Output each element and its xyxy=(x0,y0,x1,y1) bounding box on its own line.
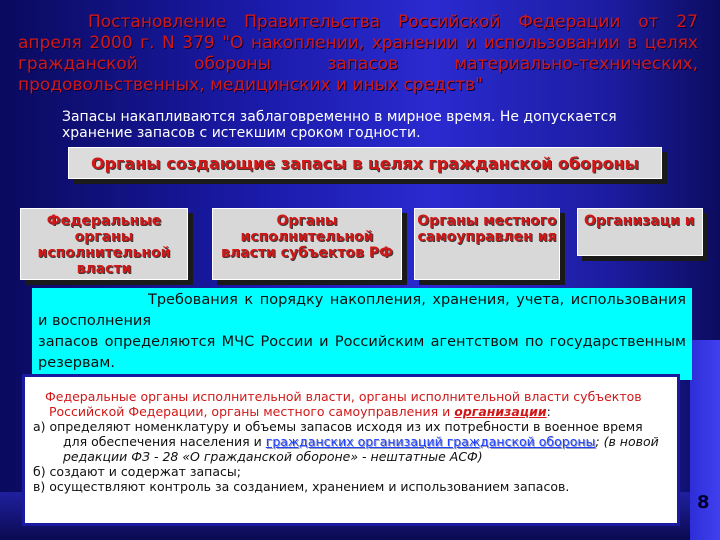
duty-item-a xyxy=(33,419,669,464)
org-card-label: Организаци и xyxy=(584,213,695,229)
duty-a-note: ; (в новой редакции ФЗ - 28 «О гражданской обороне» - нештатные АСФ) xyxy=(63,434,659,464)
page-number: 8 xyxy=(697,492,710,513)
org-card-label: Федеральные органы исполнительной власти xyxy=(37,213,171,277)
requirements-line-1: Требования к порядку накопления, хранения, учета, использования и восполнения xyxy=(38,292,686,329)
organs-header-label: Органы создающие запасы в целях гражданской обороны xyxy=(91,153,639,173)
duty-item-b xyxy=(33,464,669,479)
org-card-label: Органы исполнительной власти субъектов РФ xyxy=(221,213,393,261)
duty-a-link[interactable]: гражданских организаций гражданской обороны xyxy=(265,434,596,449)
org-card-regional xyxy=(212,208,402,280)
requirements-box xyxy=(32,288,692,380)
org-card-label: Органы местного самоуправлен ия xyxy=(417,213,557,245)
duties-intro-colon: : xyxy=(546,404,551,419)
org-card-local xyxy=(414,208,560,280)
duties-intro-organizations: организации xyxy=(454,404,547,419)
org-card-federal xyxy=(20,208,188,280)
org-card-organizations xyxy=(577,208,703,256)
duties-intro xyxy=(33,389,669,419)
requirements-line-2: запасов определяются МЧС России и Российским агентством по государственным резервам. xyxy=(38,334,686,371)
organs-header-box xyxy=(68,147,662,179)
duty-b-text: б) создают и содержат запасы; xyxy=(33,464,241,479)
duties-box xyxy=(22,374,680,526)
duties-intro-text: Федеральные органы исполнительной власти, органы исполнительной власти субъектов Российской Федерации, органы местного самоуправления и xyxy=(45,389,642,419)
duty-item-c xyxy=(33,479,669,494)
storage-note: Запасы накапливаются заблаговременно в мирное время. Не допускается хранение запасов с истекшим сроком годности. xyxy=(62,109,617,141)
duty-a-text: а) определяют номенклатуру и объемы запасов исходя из их потребности в военное время для обеспечения населения и xyxy=(33,419,643,449)
duty-c-text: в) осуществляют контроль за созданием, хранением и использованием запасов. xyxy=(33,479,570,494)
slide-title: Постановление Правительства Российской Федерации от 27 апреля 2000 г. N 379 "О накоплении, хранении и использовании в целях гражданской обороны запасов материально-технических, продовольственных, медицинских и иных средств" xyxy=(18,12,698,95)
